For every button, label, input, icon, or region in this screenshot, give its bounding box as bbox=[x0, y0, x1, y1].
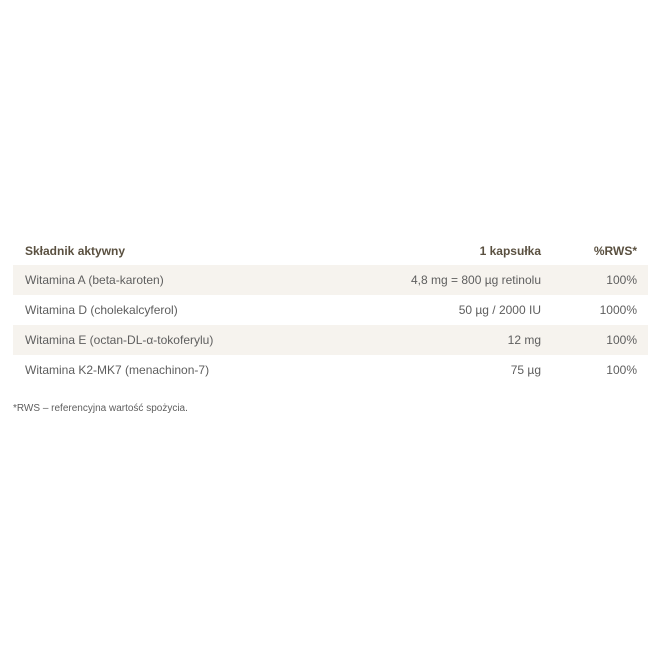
ingredient-cell: Witamina A (beta-karoten) bbox=[13, 265, 333, 295]
ingredient-cell: Witamina K2-MK7 (menachinon-7) bbox=[25, 363, 210, 377]
ingredient-cell: Witamina D (cholekalcyferol) bbox=[25, 303, 178, 317]
rws-cell: 1000% bbox=[599, 303, 637, 317]
rws-footnote: *RWS – referencyjna wartość spożycia. bbox=[13, 403, 188, 414]
rws-cell: 100% bbox=[541, 325, 648, 355]
header-rws: %RWS* bbox=[593, 243, 637, 258]
ingredient-cell: Witamina E (octan-DL-α-tokoferylu) bbox=[13, 325, 333, 355]
header-ingredient: Składnik aktywny bbox=[25, 243, 126, 258]
table-row bbox=[13, 295, 648, 325]
amount-cell: 50 µg / 2000 IU bbox=[458, 303, 541, 317]
header-amount: 1 kapsułka bbox=[479, 243, 541, 258]
amount-cell: 4,8 mg = 800 µg retinolu bbox=[333, 265, 541, 295]
nutrition-table-container bbox=[13, 236, 648, 385]
amount-cell: 12 mg bbox=[333, 325, 541, 355]
table-header-row bbox=[13, 236, 648, 265]
nutrition-table bbox=[13, 236, 648, 385]
table-row bbox=[13, 265, 648, 295]
amount-cell: 75 µg bbox=[510, 363, 541, 377]
rws-cell: 100% bbox=[606, 363, 637, 377]
table-row bbox=[13, 355, 648, 385]
table-row bbox=[13, 325, 648, 355]
rws-cell: 100% bbox=[541, 265, 648, 295]
